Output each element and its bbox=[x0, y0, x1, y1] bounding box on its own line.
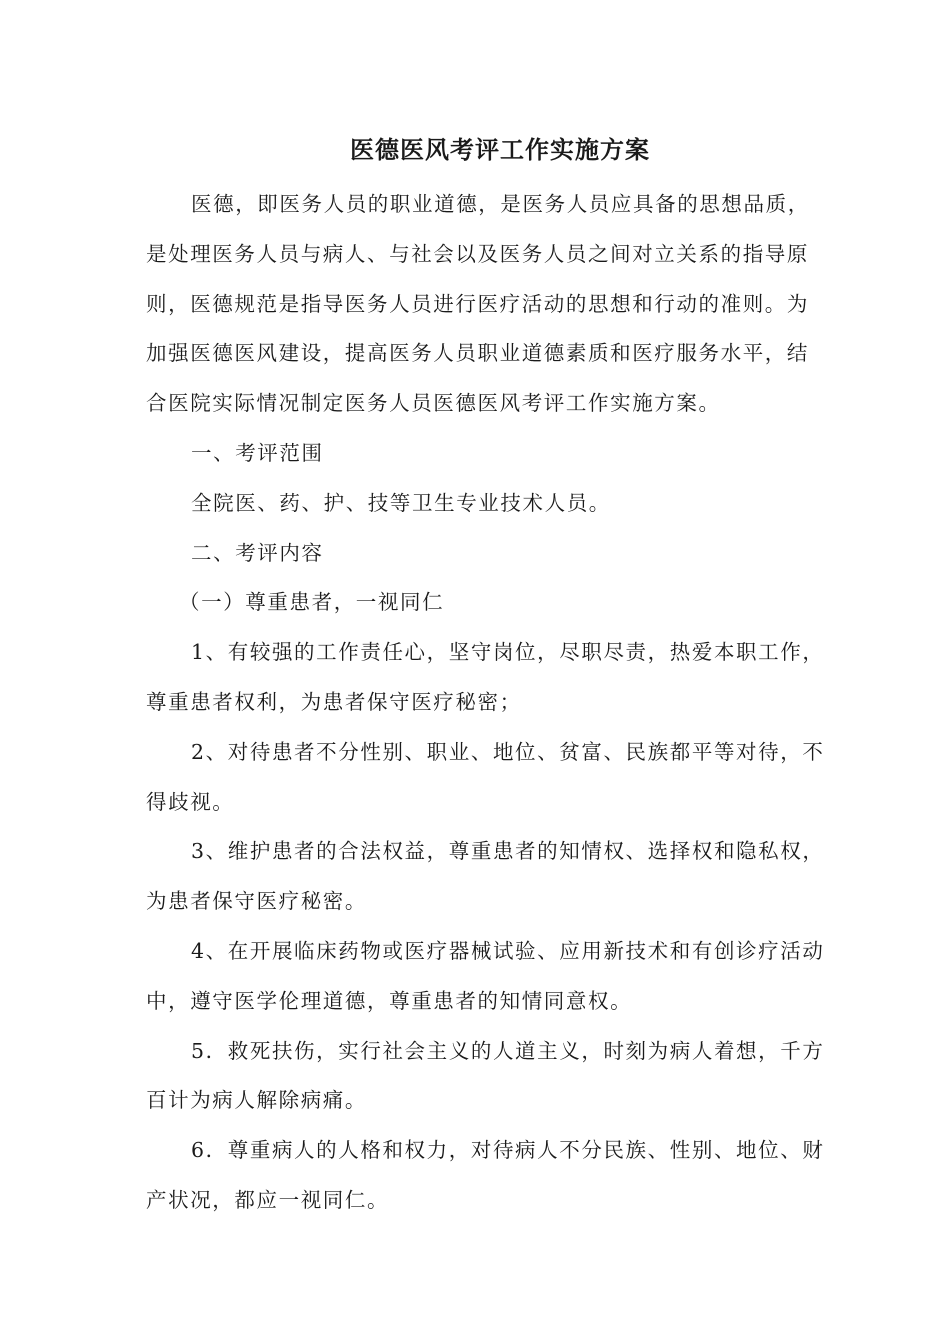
list-item-1: 1、有较强的工作责任心，坚守岗位，尽职尽责，热爱本职工作，尊重患者权利，为患者保守医疗秘密； bbox=[146, 640, 825, 714]
document-body bbox=[146, 180, 826, 1226]
list-item-4: 4、在开展临床药物或医疗器械试验、应用新技术和有创诊疗活动中，遵守医学伦理道德，尊重患者的知情同意权。 bbox=[146, 938, 825, 1013]
scope-paragraph: 全院医、药、护、技等卫生专业技术人员。 bbox=[191, 490, 611, 515]
list-item-3: 3、维护患者的合法权益，尊重患者的知情权、选择权和隐私权，为患者保守医疗秘密。 bbox=[146, 839, 825, 914]
list-item-2: 2、对待患者不分性别、职业、地位、贫富、民族都平等对待，不得歧视。 bbox=[146, 739, 825, 814]
section-heading-content: 二、考评内容 bbox=[191, 540, 324, 565]
intro-paragraph: 医德，即医务人员的职业道德，是医务人员应具备的思想品质，是处理医务人员与病人、与社会以及医务人员之间对立关系的指导原则，医德规范是指导医务人员进行医疗活动的思想和行动的准则。为加强医德医风建设，提高医务人员职业道德素质和医疗服务水平，结合医院实际情况制定医务人员医德医风考评工作实施方案。 bbox=[146, 192, 810, 416]
subsection-heading-respect: （一）尊重患者，一视同仁 bbox=[179, 590, 445, 615]
list-item-5: 5．救死扶伤，实行社会主义的人道主义，时刻为病人着想，千方百计为病人解除病痛。 bbox=[146, 1038, 825, 1113]
list-item-6: 6．尊重病人的人格和权力，对待病人不分民族、性别、地位、财产状况，都应一视同仁。 bbox=[146, 1138, 825, 1212]
section-heading-scope: 一、考评范围 bbox=[191, 440, 324, 465]
document-title: 医德医风考评工作实施方案 bbox=[350, 135, 650, 164]
